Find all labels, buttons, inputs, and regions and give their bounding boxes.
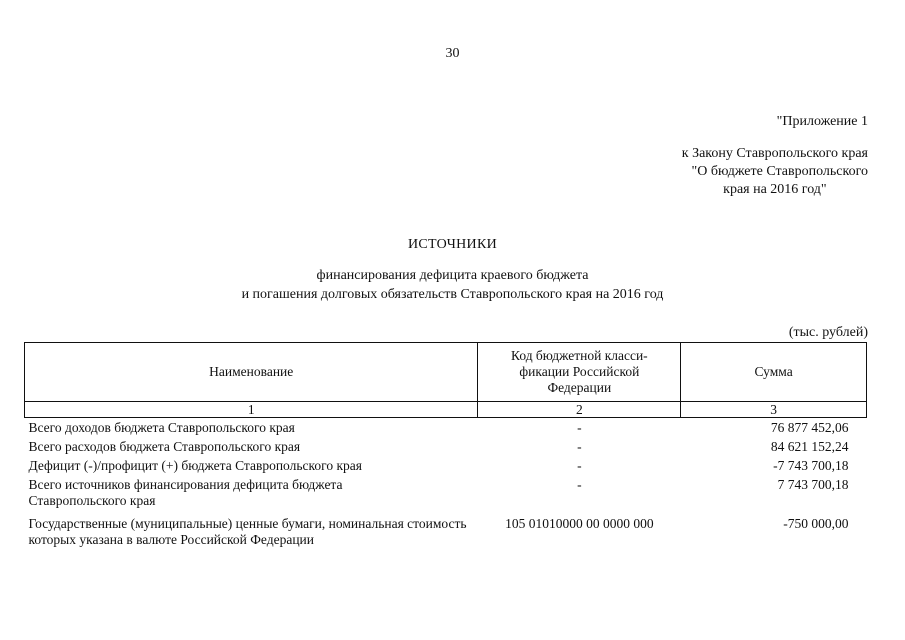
table-row: [25, 475, 867, 510]
appendix-law-year-line: края на 2016 год": [723, 182, 827, 197]
page-number: 30: [445, 46, 460, 61]
appendix-law-line: к Закону Ставропольского края: [681, 146, 868, 161]
table-row: [25, 418, 867, 438]
header-code-line-3: Федерации: [547, 380, 612, 395]
table-header-row: [25, 343, 867, 402]
document-subtitle: [0, 266, 905, 304]
column-number: 2: [478, 402, 681, 418]
row-sum: -7 743 700,18: [773, 458, 849, 473]
column-number-row: [25, 402, 867, 418]
column-number: 1: [25, 402, 478, 418]
row-sum: 76 877 452,06: [770, 420, 849, 435]
row-code: -: [577, 420, 582, 435]
row-code: -: [577, 477, 582, 492]
appendix-law-name-line: "О бюджете Ставропольского: [691, 164, 868, 179]
column-number: 3: [681, 402, 867, 418]
header-name: Наименование: [25, 343, 478, 402]
row-sum: -750 000,00: [783, 516, 849, 531]
appendix-title: "Приложение 1: [776, 114, 868, 129]
row-code: -: [577, 458, 582, 473]
document-title: ИСТОЧНИКИ: [407, 237, 498, 252]
header-code-line-2: фикации Российской: [519, 364, 640, 379]
subtitle-line-1: финансирования дефицита краевого бюджета: [316, 268, 589, 283]
header-code: [478, 343, 681, 402]
row-code: 105 01010000 00 0000 000: [505, 516, 654, 531]
appendix-reference: [682, 113, 868, 199]
row-name: Дефицит (-)/профицит (+) бюджета Ставропольского края: [28, 458, 362, 473]
units-label: (тыс. рублей): [788, 325, 868, 340]
header-sum: Сумма: [681, 343, 867, 402]
table-row: [25, 510, 867, 549]
row-name: Всего доходов бюджета Ставропольского края: [28, 420, 295, 435]
row-name: Государственные (муниципальные) ценные бумаги, номинальная стоимость которых указана в валюте Российской Федерации: [28, 516, 467, 547]
row-name: Всего источников финансирования дефицита бюджета Ставропольского края: [28, 477, 343, 508]
table-row: [25, 456, 867, 475]
row-name: Всего расходов бюджета Ставропольского края: [28, 439, 301, 454]
header-code-line-1: Код бюджетной класси-: [511, 348, 648, 363]
row-code: -: [577, 439, 582, 454]
table-row: [25, 437, 867, 456]
sources-table: [24, 342, 867, 549]
subtitle-line-2: и погашения долговых обязательств Ставропольского края на 2016 год: [241, 287, 664, 302]
row-sum: 7 743 700,18: [777, 477, 849, 492]
row-sum: 84 621 152,24: [770, 439, 849, 454]
